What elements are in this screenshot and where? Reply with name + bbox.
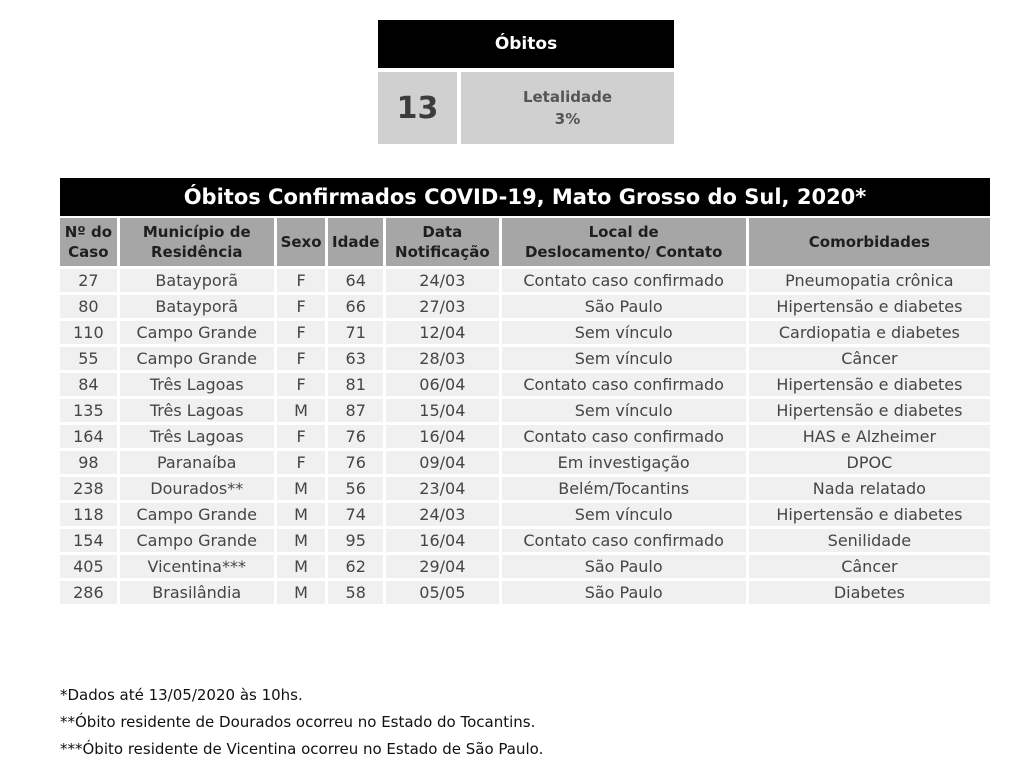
table-row [60, 347, 990, 370]
header-comorbidities: Comorbidades [749, 218, 990, 266]
municipality-cell: Três Lagoas [120, 399, 274, 422]
footnote-dourados: **Óbito residente de Dourados ocorreu no Estado do Tocantins. [60, 713, 536, 731]
comorbidities-cell: Hipertensão e diabetes [749, 373, 990, 396]
age-cell: 66 [328, 295, 383, 318]
case-number-cell: 238 [60, 477, 117, 500]
sex-cell: F [277, 321, 326, 344]
age-cell: 87 [328, 399, 383, 422]
age-cell: 62 [328, 555, 383, 578]
deaths-table [57, 215, 993, 607]
municipality-cell: Campo Grande [120, 503, 274, 526]
table-header-row [60, 218, 990, 266]
case-number-cell: 110 [60, 321, 117, 344]
table-row [60, 529, 990, 552]
table-row [60, 295, 990, 318]
header-municipality-line1: Município de [142, 223, 251, 241]
table-row [60, 399, 990, 422]
notification-date-cell: 27/03 [386, 295, 498, 318]
age-cell: 58 [328, 581, 383, 604]
municipality-cell: Batayporã [120, 295, 274, 318]
header-date-line2: Notificação [395, 243, 490, 261]
comorbidities-cell: Pneumopatia crônica [749, 269, 990, 292]
comorbidities-cell: Hipertensão e diabetes [749, 399, 990, 422]
municipality-cell: Três Lagoas [120, 373, 274, 396]
table-row [60, 477, 990, 500]
header-age: Idade [328, 218, 383, 266]
header-municipality-line2: Residência [150, 243, 243, 261]
comorbidities-cell: Câncer [749, 347, 990, 370]
table-row [60, 373, 990, 396]
table-row [60, 269, 990, 292]
notification-date-cell: 06/04 [386, 373, 498, 396]
location-contact-cell: Sem vínculo [502, 503, 746, 526]
comorbidities-cell: Senilidade [749, 529, 990, 552]
notification-date-cell: 28/03 [386, 347, 498, 370]
sex-cell: F [277, 269, 326, 292]
sex-cell: F [277, 451, 326, 474]
municipality-cell: Campo Grande [120, 347, 274, 370]
header-sex: Sexo [277, 218, 326, 266]
comorbidities-cell: Diabetes [749, 581, 990, 604]
age-cell: 95 [328, 529, 383, 552]
municipality-cell: Paranaíba [120, 451, 274, 474]
deaths-summary-box [378, 20, 674, 144]
deaths-summary-body [378, 72, 674, 144]
location-contact-cell: Sem vínculo [502, 321, 746, 344]
municipality-cell: Vicentina*** [120, 555, 274, 578]
location-contact-cell: São Paulo [502, 581, 746, 604]
table-row [60, 321, 990, 344]
age-cell: 76 [328, 451, 383, 474]
header-case [60, 218, 117, 266]
notification-date-cell: 05/05 [386, 581, 498, 604]
municipality-cell: Campo Grande [120, 321, 274, 344]
location-contact-cell: Belém/Tocantins [502, 477, 746, 500]
header-location-line2: Deslocamento/ Contato [524, 243, 723, 261]
sex-cell: M [277, 581, 326, 604]
municipality-cell: Batayporã [120, 269, 274, 292]
sex-cell: M [277, 399, 326, 422]
case-number-cell: 84 [60, 373, 117, 396]
age-cell: 64 [328, 269, 383, 292]
sex-cell: F [277, 373, 326, 396]
location-contact-cell: Contato caso confirmado [502, 425, 746, 448]
comorbidities-cell: DPOC [749, 451, 990, 474]
case-number-cell: 405 [60, 555, 117, 578]
case-number-cell: 27 [60, 269, 117, 292]
notification-date-cell: 12/04 [386, 321, 498, 344]
table-body [60, 269, 990, 604]
notification-date-cell: 24/03 [386, 503, 498, 526]
location-contact-cell: Contato caso confirmado [502, 529, 746, 552]
comorbidities-cell: Câncer [749, 555, 990, 578]
case-number-cell: 118 [60, 503, 117, 526]
location-contact-cell: São Paulo [502, 555, 746, 578]
location-contact-cell: Em investigação [502, 451, 746, 474]
comorbidities-cell: Hipertensão e diabetes [749, 295, 990, 318]
location-contact-cell: São Paulo [502, 295, 746, 318]
table-row [60, 425, 990, 448]
sex-cell: M [277, 477, 326, 500]
table-title: Óbitos Confirmados COVID-19, Mato Grosso do Sul, 2020* [60, 178, 990, 216]
header-location [502, 218, 746, 266]
notification-date-cell: 29/04 [386, 555, 498, 578]
location-contact-cell: Sem vínculo [502, 399, 746, 422]
municipality-cell: Brasilândia [120, 581, 274, 604]
sex-cell: M [277, 529, 326, 552]
location-contact-cell: Contato caso confirmado [502, 373, 746, 396]
notification-date-cell: 16/04 [386, 529, 498, 552]
age-cell: 63 [328, 347, 383, 370]
case-number-cell: 55 [60, 347, 117, 370]
deaths-count: 13 [378, 72, 457, 144]
age-cell: 71 [328, 321, 383, 344]
municipality-cell: Campo Grande [120, 529, 274, 552]
table-row [60, 555, 990, 578]
case-number-cell: 80 [60, 295, 117, 318]
header-case-line1: Nº do [64, 223, 112, 241]
header-case-line2: Caso [68, 243, 109, 261]
table-row [60, 581, 990, 604]
lethality-cell [461, 72, 674, 144]
notification-date-cell: 23/04 [386, 477, 498, 500]
sex-cell: M [277, 503, 326, 526]
age-cell: 74 [328, 503, 383, 526]
comorbidities-cell: Nada relatado [749, 477, 990, 500]
case-number-cell: 286 [60, 581, 117, 604]
header-date [386, 218, 498, 266]
case-number-cell: 164 [60, 425, 117, 448]
lethality-value: 3% [554, 110, 581, 128]
lethality-label: Letalidade [522, 88, 613, 106]
comorbidities-cell: Hipertensão e diabetes [749, 503, 990, 526]
notification-date-cell: 09/04 [386, 451, 498, 474]
sex-cell: M [277, 555, 326, 578]
comorbidities-cell: Cardiopatia e diabetes [749, 321, 990, 344]
case-number-cell: 135 [60, 399, 117, 422]
notification-date-cell: 24/03 [386, 269, 498, 292]
location-contact-cell: Contato caso confirmado [502, 269, 746, 292]
notification-date-cell: 16/04 [386, 425, 498, 448]
table-row [60, 503, 990, 526]
age-cell: 76 [328, 425, 383, 448]
comorbidities-cell: HAS e Alzheimer [749, 425, 990, 448]
header-location-line1: Local de [588, 223, 659, 241]
case-number-cell: 98 [60, 451, 117, 474]
age-cell: 81 [328, 373, 383, 396]
location-contact-cell: Sem vínculo [502, 347, 746, 370]
case-number-cell: 154 [60, 529, 117, 552]
header-municipality [120, 218, 274, 266]
municipality-cell: Três Lagoas [120, 425, 274, 448]
footnote-data-date: *Dados até 13/05/2020 às 10hs. [60, 686, 303, 704]
sex-cell: F [277, 295, 326, 318]
notification-date-cell: 15/04 [386, 399, 498, 422]
municipality-cell: Dourados** [120, 477, 274, 500]
sex-cell: F [277, 347, 326, 370]
age-cell: 56 [328, 477, 383, 500]
footnotes [60, 682, 543, 763]
footnote-vicentina: ***Óbito residente de Vicentina ocorreu no Estado de São Paulo. [60, 740, 544, 758]
deaths-summary-title: Óbitos [378, 20, 674, 68]
sex-cell: F [277, 425, 326, 448]
table-row [60, 451, 990, 474]
header-date-line1: Data [422, 223, 463, 241]
deaths-table-container [60, 178, 990, 607]
